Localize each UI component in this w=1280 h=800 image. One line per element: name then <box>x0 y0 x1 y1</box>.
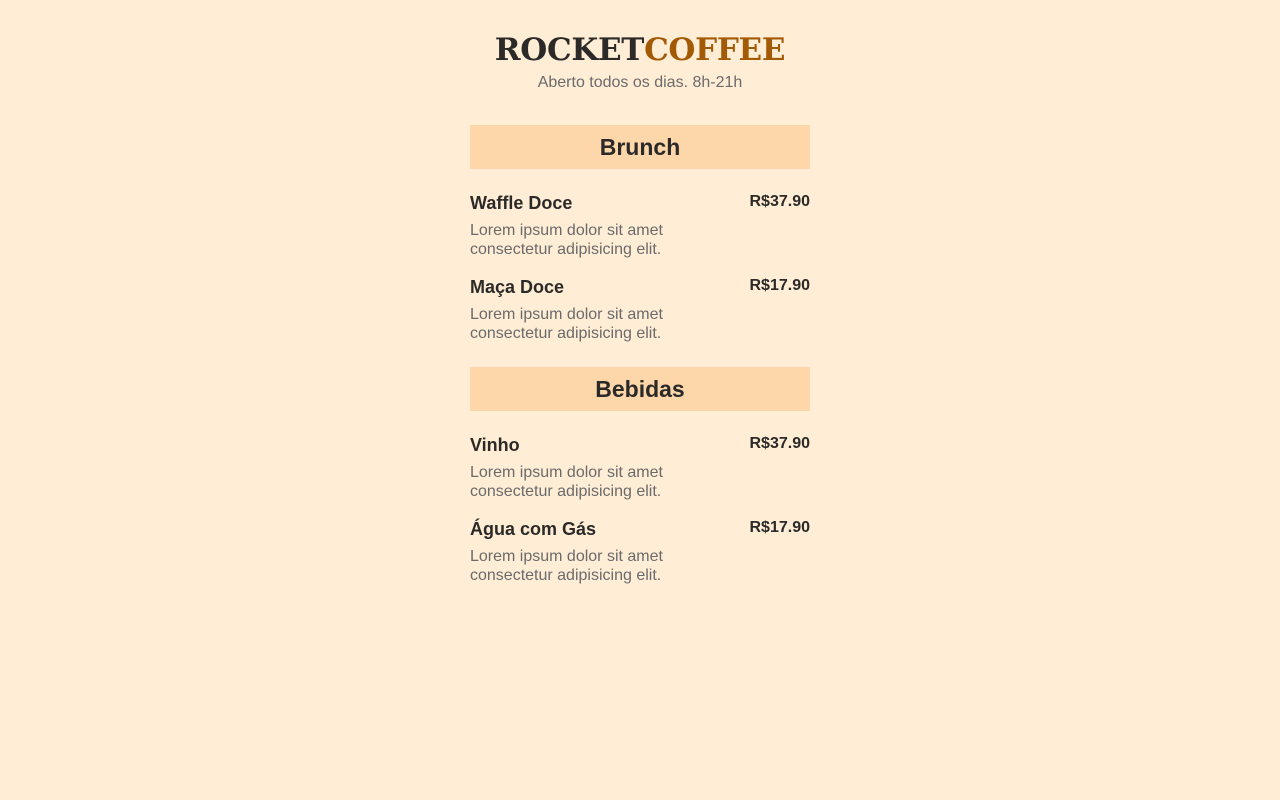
item-description: Lorem ipsum dolor sit amet consectetur adipisicing elit. <box>470 464 663 500</box>
item-name: Waffle Doce <box>470 193 573 213</box>
menu-section-bebidas <box>470 367 810 585</box>
logo-coffee: COFFEE <box>644 32 786 68</box>
item-name: Água com Gás <box>470 519 597 539</box>
menu-item <box>470 191 810 259</box>
item-name: Maça Doce <box>470 277 565 297</box>
menu-item <box>470 275 810 343</box>
section-title: Bebidas <box>470 367 810 411</box>
menu-section-brunch <box>470 125 810 343</box>
item-description: Lorem ipsum dolor sit amet consectetur adipisicing elit. <box>470 222 663 258</box>
item-price: R$37.90 <box>749 193 810 210</box>
opening-hours: Aberto todos os dias. 8h-21h <box>537 74 743 91</box>
item-description: Lorem ipsum dolor sit amet consectetur adipisicing elit. <box>470 548 663 584</box>
logo-rocket: ROCKET <box>494 32 645 68</box>
section-title: Brunch <box>470 125 810 169</box>
menu-item <box>470 517 810 585</box>
logo <box>470 30 810 70</box>
brand-header <box>470 30 810 93</box>
menu-page <box>470 0 810 585</box>
item-description: Lorem ipsum dolor sit amet consectetur adipisicing elit. <box>470 306 663 342</box>
item-price: R$17.90 <box>749 277 810 294</box>
item-price: R$37.90 <box>749 435 810 452</box>
item-price: R$17.90 <box>749 519 810 536</box>
menu-item <box>470 433 810 501</box>
item-name: Vinho <box>470 435 520 455</box>
